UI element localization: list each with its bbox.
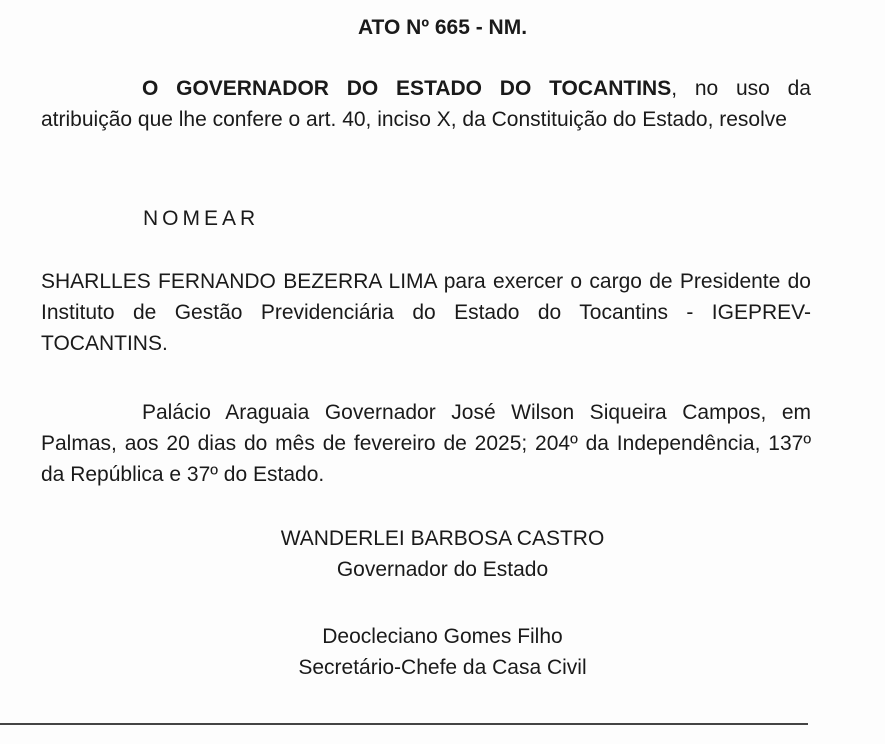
closing-paragraph: Palácio Araguaia Governador José Wilson Siqueira Campos, em Palmas, aos 20 dias do mês de fevereiro de 2025; 204º da Independência, 137º da República e 37º do Estado. (41, 401, 811, 486)
signature-name: Deocleciano Gomes Filho (322, 625, 563, 648)
signature-role: Secretário-Chefe da Casa Civil (298, 656, 587, 679)
signature-role: Governador do Estado (336, 558, 549, 581)
preamble-paragraph (41, 73, 811, 135)
appointment-paragraph: SHARLLES FERNANDO BEZERRA LIMA para exercer o cargo de Presidente do Instituto de Gestão Previdenciária do Estado do Tocantins - IGEPREV-TOCANTINS. (41, 270, 811, 355)
act-title: ATO Nº 665 - NM. (357, 16, 528, 39)
signature-secretary (0, 621, 885, 683)
preamble-text: , no uso da atribuição que lhe confere o art. 40, inciso X, da Constituição do Estado, resolve (41, 77, 811, 131)
action-verb: NOMEAR (143, 207, 260, 230)
authority-name: O GOVERNADOR DO ESTADO DO TOCANTINS (142, 77, 672, 100)
signature-name: WANDERLEI BARBOSA CASTRO (280, 527, 605, 550)
signature-governor (0, 523, 885, 585)
bottom-rule (0, 723, 808, 725)
